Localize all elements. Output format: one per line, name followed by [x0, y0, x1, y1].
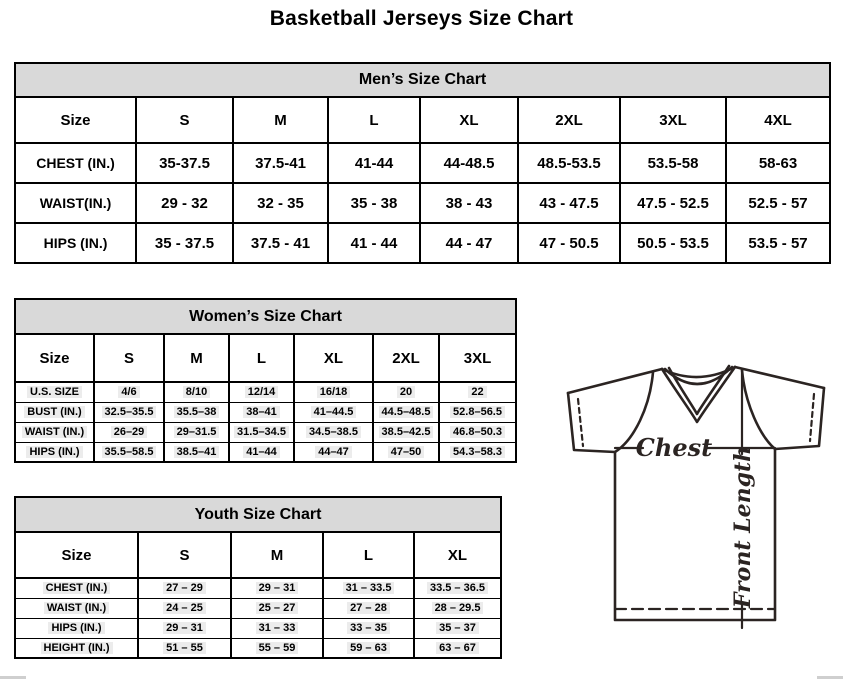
right-cuff-dashed-line [810, 394, 814, 441]
cell: 35 - 37.5 [136, 223, 233, 263]
cell: 31 – 33.5 [323, 578, 414, 598]
youth-col-header-s: S [138, 532, 231, 578]
front-length-label: Front Length [730, 445, 756, 609]
cell: 41-44 [328, 143, 420, 183]
jersey-outline [568, 366, 824, 628]
cell: 25 – 27 [231, 598, 323, 618]
row-label: HIPS (IN.) [15, 442, 94, 462]
cell: 34.5–38.5 [294, 422, 373, 442]
cell: 26–29 [94, 422, 164, 442]
row-label: WAIST (IN.) [15, 598, 138, 618]
row-label: WAIST (IN.) [15, 422, 94, 442]
cell: 29 – 31 [231, 578, 323, 598]
cell: 47–50 [373, 442, 439, 462]
row-label: CHEST (IN.) [15, 143, 136, 183]
youth-height-row [15, 638, 501, 658]
row-label: CHEST (IN.) [15, 578, 138, 598]
cell: 33 – 35 [323, 618, 414, 638]
cell: 41 - 44 [328, 223, 420, 263]
youth-chart-title: Youth Size Chart [15, 497, 501, 532]
womens-hips-row [15, 442, 516, 462]
cell: 29–31.5 [164, 422, 229, 442]
mens-col-header-xl: XL [420, 97, 518, 143]
youth-hips-row [15, 618, 501, 638]
cell: 47 - 50.5 [518, 223, 620, 263]
cell: 31 – 33 [231, 618, 323, 638]
cell: 22 [439, 382, 516, 402]
row-label: U.S. SIZE [15, 382, 94, 402]
cell: 41–44.5 [294, 402, 373, 422]
womens-col-header-s: S [94, 334, 164, 382]
cell: 44–47 [294, 442, 373, 462]
youth-col-header-xl: XL [414, 532, 501, 578]
cell: 24 – 25 [138, 598, 231, 618]
row-label: HEIGHT (IN.) [15, 638, 138, 658]
cell: 44.5–48.5 [373, 402, 439, 422]
womens-col-header-l: L [229, 334, 294, 382]
mens-col-header-m: M [233, 97, 328, 143]
cell: 38 - 43 [420, 183, 518, 223]
cell: 38.5–41 [164, 442, 229, 462]
cell: 35 – 37 [414, 618, 501, 638]
cell: 33.5 – 36.5 [414, 578, 501, 598]
mens-hips-row [15, 223, 830, 263]
chest-label: Chest [635, 433, 713, 462]
mens-chart-title: Men’s Size Chart [15, 63, 830, 97]
cell: 38–41 [229, 402, 294, 422]
mens-size-chart-table [14, 62, 831, 264]
cell: 37.5-41 [233, 143, 328, 183]
cell: 20 [373, 382, 439, 402]
mens-col-header-4xl: 4XL [726, 97, 830, 143]
cell: 59 – 63 [323, 638, 414, 658]
cell: 37.5 - 41 [233, 223, 328, 263]
cell: 58-63 [726, 143, 830, 183]
cell: 35.5–38 [164, 402, 229, 422]
cell: 29 – 31 [138, 618, 231, 638]
row-label: HIPS (IN.) [15, 618, 138, 638]
cell: 63 – 67 [414, 638, 501, 658]
cell: 35.5–58.5 [94, 442, 164, 462]
cell: 32 - 35 [233, 183, 328, 223]
cell: 51 – 55 [138, 638, 231, 658]
cell: 27 – 29 [138, 578, 231, 598]
womens-col-header-2xl: 2XL [373, 334, 439, 382]
mens-waist-row [15, 183, 830, 223]
womens-waist-row [15, 422, 516, 442]
womens-col-header-xl: XL [294, 334, 373, 382]
jersey-measurement-diagram [556, 362, 843, 679]
cell: 48.5-53.5 [518, 143, 620, 183]
cell: 4/6 [94, 382, 164, 402]
cell: 38.5–42.5 [373, 422, 439, 442]
cell: 28 – 29.5 [414, 598, 501, 618]
cell: 52.8–56.5 [439, 402, 516, 422]
cell: 53.5 - 57 [726, 223, 830, 263]
womens-col-header-3xl: 3XL [439, 334, 516, 382]
womens-chart-title: Women’s Size Chart [15, 299, 516, 334]
mens-col-header-s: S [136, 97, 233, 143]
cell: 54.3–58.3 [439, 442, 516, 462]
womens-size-chart-table [14, 298, 517, 463]
mens-col-header-l: L [328, 97, 420, 143]
youth-col-header-size: Size [15, 532, 138, 578]
cell: 35 - 38 [328, 183, 420, 223]
womens-bust-row [15, 402, 516, 422]
mens-col-header-3xl: 3XL [620, 97, 726, 143]
page-title: Basketball Jerseys Size Chart [269, 7, 574, 30]
womens-col-header-size: Size [15, 334, 94, 382]
mens-header-row [15, 97, 830, 143]
youth-col-header-m: M [231, 532, 323, 578]
cell: 43 - 47.5 [518, 183, 620, 223]
youth-header-row [15, 532, 501, 578]
mens-chest-row [15, 143, 830, 183]
cell: 55 – 59 [231, 638, 323, 658]
cell: 47.5 - 52.5 [620, 183, 726, 223]
cell: 52.5 - 57 [726, 183, 830, 223]
cell: 50.5 - 53.5 [620, 223, 726, 263]
cell: 53.5-58 [620, 143, 726, 183]
cell: 32.5–35.5 [94, 402, 164, 422]
row-label: WAIST(IN.) [15, 183, 136, 223]
cell: 44 - 47 [420, 223, 518, 263]
cell: 41–44 [229, 442, 294, 462]
youth-col-header-l: L [323, 532, 414, 578]
womens-header-row [15, 334, 516, 382]
cell: 35-37.5 [136, 143, 233, 183]
mens-col-header-size: Size [15, 97, 136, 143]
row-label: HIPS (IN.) [15, 223, 136, 263]
cell: 46.8–50.3 [439, 422, 516, 442]
youth-waist-row [15, 598, 501, 618]
cell: 44-48.5 [420, 143, 518, 183]
cell: 27 – 28 [323, 598, 414, 618]
cell: 8/10 [164, 382, 229, 402]
youth-size-chart-table [14, 496, 502, 659]
left-cuff-dashed-line [578, 399, 583, 446]
cell: 12/14 [229, 382, 294, 402]
womens-us-size-row [15, 382, 516, 402]
cell: 16/18 [294, 382, 373, 402]
cell: 31.5–34.5 [229, 422, 294, 442]
mens-col-header-2xl: 2XL [518, 97, 620, 143]
youth-chest-row [15, 578, 501, 598]
cell: 29 - 32 [136, 183, 233, 223]
womens-col-header-m: M [164, 334, 229, 382]
row-label: BUST (IN.) [15, 402, 94, 422]
